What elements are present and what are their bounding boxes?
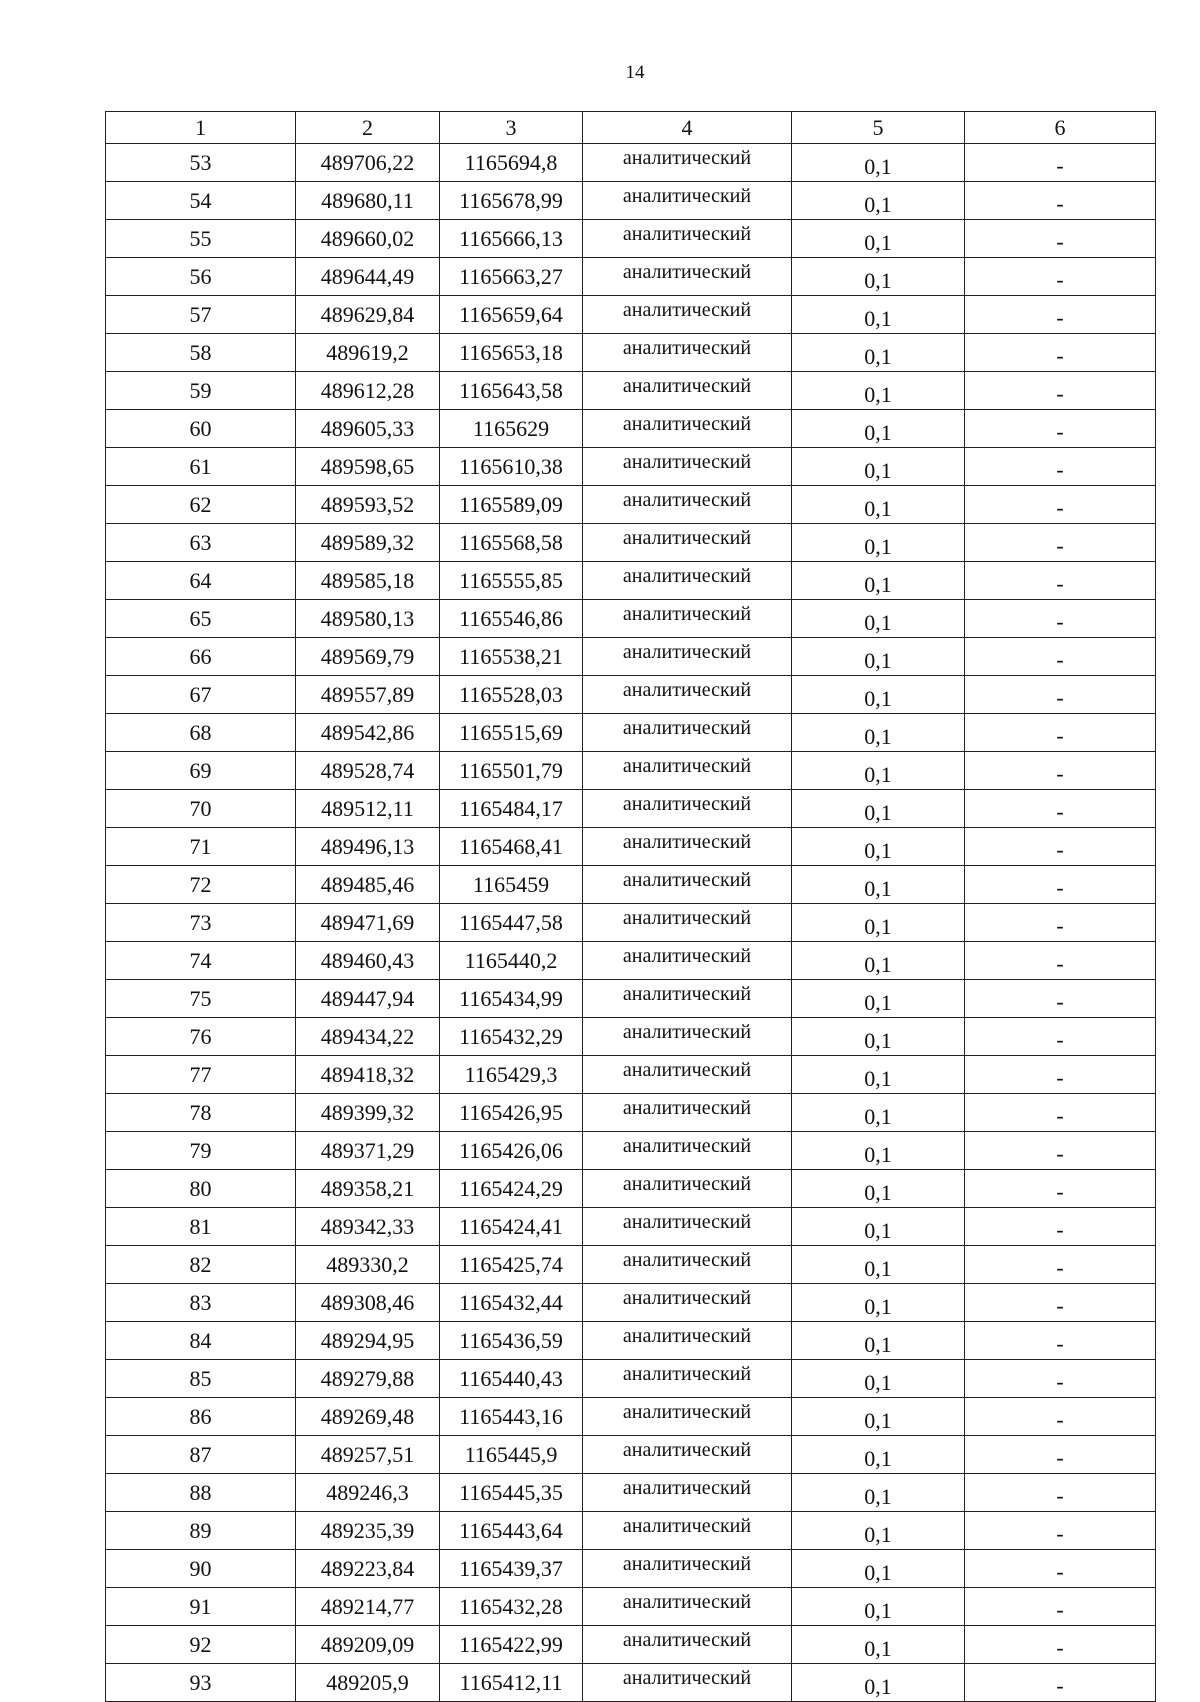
point-number-cell: 72 bbox=[106, 866, 296, 904]
y-coordinate-cell: 1165432,44 bbox=[440, 1284, 583, 1322]
y-coordinate-cell: 1165426,95 bbox=[440, 1094, 583, 1132]
x-coordinate-cell: 489308,46 bbox=[296, 1284, 440, 1322]
method-cell: аналитический bbox=[583, 1284, 792, 1322]
y-coordinate-cell: 1165434,99 bbox=[440, 980, 583, 1018]
y-coordinate-cell: 1165629 bbox=[440, 410, 583, 448]
note-cell: - bbox=[965, 904, 1156, 942]
column-header: 4 bbox=[583, 112, 792, 144]
note-cell: - bbox=[965, 144, 1156, 182]
y-coordinate-cell: 1165663,27 bbox=[440, 258, 583, 296]
note-cell: - bbox=[965, 562, 1156, 600]
table-row bbox=[106, 1398, 1156, 1436]
accuracy-cell: 0,1 bbox=[792, 1588, 965, 1626]
accuracy-cell: 0,1 bbox=[792, 828, 965, 866]
method-cell: аналитический bbox=[583, 1664, 792, 1702]
accuracy-cell: 0,1 bbox=[792, 942, 965, 980]
point-number-cell: 55 bbox=[106, 220, 296, 258]
x-coordinate-cell: 489605,33 bbox=[296, 410, 440, 448]
x-coordinate-cell: 489371,29 bbox=[296, 1132, 440, 1170]
accuracy-cell: 0,1 bbox=[792, 334, 965, 372]
y-coordinate-cell: 1165436,59 bbox=[440, 1322, 583, 1360]
y-coordinate-cell: 1165424,29 bbox=[440, 1170, 583, 1208]
accuracy-cell: 0,1 bbox=[792, 980, 965, 1018]
method-cell: аналитический bbox=[583, 1360, 792, 1398]
point-number-cell: 88 bbox=[106, 1474, 296, 1512]
x-coordinate-cell: 489330,2 bbox=[296, 1246, 440, 1284]
y-coordinate-cell: 1165445,35 bbox=[440, 1474, 583, 1512]
note-cell: - bbox=[965, 1398, 1156, 1436]
point-number-cell: 70 bbox=[106, 790, 296, 828]
note-cell: - bbox=[965, 1550, 1156, 1588]
point-number-cell: 68 bbox=[106, 714, 296, 752]
note-cell: - bbox=[965, 448, 1156, 486]
method-cell: аналитический bbox=[583, 1322, 792, 1360]
point-number-cell: 67 bbox=[106, 676, 296, 714]
note-cell: - bbox=[965, 1018, 1156, 1056]
point-number-cell: 54 bbox=[106, 182, 296, 220]
table-row bbox=[106, 182, 1156, 220]
method-cell: аналитический bbox=[583, 1512, 792, 1550]
y-coordinate-cell: 1165412,11 bbox=[440, 1664, 583, 1702]
y-coordinate-cell: 1165426,06 bbox=[440, 1132, 583, 1170]
table-body bbox=[106, 144, 1156, 1702]
note-cell: - bbox=[965, 1246, 1156, 1284]
point-number-cell: 89 bbox=[106, 1512, 296, 1550]
point-number-cell: 90 bbox=[106, 1550, 296, 1588]
method-cell: аналитический bbox=[583, 600, 792, 638]
x-coordinate-cell: 489434,22 bbox=[296, 1018, 440, 1056]
point-number-cell: 58 bbox=[106, 334, 296, 372]
y-coordinate-cell: 1165440,43 bbox=[440, 1360, 583, 1398]
point-number-cell: 59 bbox=[106, 372, 296, 410]
y-coordinate-cell: 1165484,17 bbox=[440, 790, 583, 828]
table-row bbox=[106, 600, 1156, 638]
x-coordinate-cell: 489460,43 bbox=[296, 942, 440, 980]
method-cell: аналитический bbox=[583, 980, 792, 1018]
table-row bbox=[106, 1588, 1156, 1626]
method-cell: аналитический bbox=[583, 1626, 792, 1664]
y-coordinate-cell: 1165429,3 bbox=[440, 1056, 583, 1094]
y-coordinate-cell: 1165432,28 bbox=[440, 1588, 583, 1626]
x-coordinate-cell: 489358,21 bbox=[296, 1170, 440, 1208]
note-cell: - bbox=[965, 372, 1156, 410]
note-cell: - bbox=[965, 1512, 1156, 1550]
x-coordinate-cell: 489557,89 bbox=[296, 676, 440, 714]
accuracy-cell: 0,1 bbox=[792, 1284, 965, 1322]
table-row bbox=[106, 1322, 1156, 1360]
method-cell: аналитический bbox=[583, 1132, 792, 1170]
method-cell: аналитический bbox=[583, 1588, 792, 1626]
note-cell: - bbox=[965, 866, 1156, 904]
table-row bbox=[106, 828, 1156, 866]
x-coordinate-cell: 489706,22 bbox=[296, 144, 440, 182]
method-cell: аналитический bbox=[583, 372, 792, 410]
table-row bbox=[106, 486, 1156, 524]
x-coordinate-cell: 489528,74 bbox=[296, 752, 440, 790]
table-row bbox=[106, 1512, 1156, 1550]
y-coordinate-cell: 1165659,64 bbox=[440, 296, 583, 334]
y-coordinate-cell: 1165432,29 bbox=[440, 1018, 583, 1056]
table-row bbox=[106, 334, 1156, 372]
x-coordinate-cell: 489471,69 bbox=[296, 904, 440, 942]
point-number-cell: 91 bbox=[106, 1588, 296, 1626]
accuracy-cell: 0,1 bbox=[792, 486, 965, 524]
note-cell: - bbox=[965, 676, 1156, 714]
point-number-cell: 76 bbox=[106, 1018, 296, 1056]
table-row bbox=[106, 1056, 1156, 1094]
accuracy-cell: 0,1 bbox=[792, 410, 965, 448]
method-cell: аналитический bbox=[583, 752, 792, 790]
point-number-cell: 84 bbox=[106, 1322, 296, 1360]
x-coordinate-cell: 489612,28 bbox=[296, 372, 440, 410]
accuracy-cell: 0,1 bbox=[792, 1246, 965, 1284]
x-coordinate-cell: 489214,77 bbox=[296, 1588, 440, 1626]
method-cell: аналитический bbox=[583, 448, 792, 486]
x-coordinate-cell: 489209,09 bbox=[296, 1626, 440, 1664]
method-cell: аналитический bbox=[583, 1208, 792, 1246]
point-number-cell: 93 bbox=[106, 1664, 296, 1702]
accuracy-cell: 0,1 bbox=[792, 866, 965, 904]
note-cell: - bbox=[965, 638, 1156, 676]
point-number-cell: 64 bbox=[106, 562, 296, 600]
method-cell: аналитический bbox=[583, 182, 792, 220]
x-coordinate-cell: 489496,13 bbox=[296, 828, 440, 866]
table-row bbox=[106, 1626, 1156, 1664]
x-coordinate-cell: 489585,18 bbox=[296, 562, 440, 600]
note-cell: - bbox=[965, 1664, 1156, 1702]
accuracy-cell: 0,1 bbox=[792, 1474, 965, 1512]
method-cell: аналитический bbox=[583, 486, 792, 524]
note-cell: - bbox=[965, 1208, 1156, 1246]
table-row bbox=[106, 220, 1156, 258]
y-coordinate-cell: 1165694,8 bbox=[440, 144, 583, 182]
y-coordinate-cell: 1165468,41 bbox=[440, 828, 583, 866]
note-cell: - bbox=[965, 334, 1156, 372]
x-coordinate-cell: 489269,48 bbox=[296, 1398, 440, 1436]
note-cell: - bbox=[965, 1094, 1156, 1132]
y-coordinate-cell: 1165653,18 bbox=[440, 334, 583, 372]
method-cell: аналитический bbox=[583, 1246, 792, 1284]
y-coordinate-cell: 1165678,99 bbox=[440, 182, 583, 220]
note-cell: - bbox=[965, 296, 1156, 334]
method-cell: аналитический bbox=[583, 638, 792, 676]
note-cell: - bbox=[965, 1132, 1156, 1170]
method-cell: аналитический bbox=[583, 866, 792, 904]
method-cell: аналитический bbox=[583, 1550, 792, 1588]
point-number-cell: 61 bbox=[106, 448, 296, 486]
accuracy-cell: 0,1 bbox=[792, 1550, 965, 1588]
x-coordinate-cell: 489205,9 bbox=[296, 1664, 440, 1702]
page-number: 14 bbox=[625, 62, 645, 83]
method-cell: аналитический bbox=[583, 828, 792, 866]
accuracy-cell: 0,1 bbox=[792, 296, 965, 334]
accuracy-cell: 0,1 bbox=[792, 1398, 965, 1436]
method-cell: аналитический bbox=[583, 1436, 792, 1474]
note-cell: - bbox=[965, 524, 1156, 562]
point-number-cell: 79 bbox=[106, 1132, 296, 1170]
y-coordinate-cell: 1165515,69 bbox=[440, 714, 583, 752]
accuracy-cell: 0,1 bbox=[792, 562, 965, 600]
accuracy-cell: 0,1 bbox=[792, 904, 965, 942]
x-coordinate-cell: 489485,46 bbox=[296, 866, 440, 904]
note-cell: - bbox=[965, 220, 1156, 258]
note-cell: - bbox=[965, 600, 1156, 638]
method-cell: аналитический bbox=[583, 296, 792, 334]
method-cell: аналитический bbox=[583, 410, 792, 448]
point-number-cell: 92 bbox=[106, 1626, 296, 1664]
column-header: 3 bbox=[440, 112, 583, 144]
method-cell: аналитический bbox=[583, 676, 792, 714]
table-row bbox=[106, 1094, 1156, 1132]
note-cell: - bbox=[965, 1056, 1156, 1094]
accuracy-cell: 0,1 bbox=[792, 448, 965, 486]
point-number-cell: 85 bbox=[106, 1360, 296, 1398]
point-number-cell: 62 bbox=[106, 486, 296, 524]
accuracy-cell: 0,1 bbox=[792, 1360, 965, 1398]
point-number-cell: 57 bbox=[106, 296, 296, 334]
accuracy-cell: 0,1 bbox=[792, 1322, 965, 1360]
table-row bbox=[106, 1360, 1156, 1398]
y-coordinate-cell: 1165447,58 bbox=[440, 904, 583, 942]
table-row bbox=[106, 1550, 1156, 1588]
table-row bbox=[106, 904, 1156, 942]
method-cell: аналитический bbox=[583, 1018, 792, 1056]
y-coordinate-cell: 1165422,99 bbox=[440, 1626, 583, 1664]
x-coordinate-cell: 489279,88 bbox=[296, 1360, 440, 1398]
table-row bbox=[106, 714, 1156, 752]
point-number-cell: 81 bbox=[106, 1208, 296, 1246]
accuracy-cell: 0,1 bbox=[792, 144, 965, 182]
point-number-cell: 82 bbox=[106, 1246, 296, 1284]
method-cell: аналитический bbox=[583, 1170, 792, 1208]
accuracy-cell: 0,1 bbox=[792, 1436, 965, 1474]
point-number-cell: 86 bbox=[106, 1398, 296, 1436]
point-number-cell: 83 bbox=[106, 1284, 296, 1322]
method-cell: аналитический bbox=[583, 904, 792, 942]
x-coordinate-cell: 489399,32 bbox=[296, 1094, 440, 1132]
x-coordinate-cell: 489257,51 bbox=[296, 1436, 440, 1474]
point-number-cell: 60 bbox=[106, 410, 296, 448]
method-cell: аналитический bbox=[583, 220, 792, 258]
y-coordinate-cell: 1165538,21 bbox=[440, 638, 583, 676]
y-coordinate-cell: 1165443,16 bbox=[440, 1398, 583, 1436]
x-coordinate-cell: 489246,3 bbox=[296, 1474, 440, 1512]
point-number-cell: 80 bbox=[106, 1170, 296, 1208]
y-coordinate-cell: 1165443,64 bbox=[440, 1512, 583, 1550]
header-row bbox=[106, 112, 1156, 144]
point-number-cell: 53 bbox=[106, 144, 296, 182]
x-coordinate-cell: 489580,13 bbox=[296, 600, 440, 638]
table-row bbox=[106, 1474, 1156, 1512]
x-coordinate-cell: 489235,39 bbox=[296, 1512, 440, 1550]
accuracy-cell: 0,1 bbox=[792, 1208, 965, 1246]
table-row bbox=[106, 410, 1156, 448]
point-number-cell: 66 bbox=[106, 638, 296, 676]
table-row bbox=[106, 866, 1156, 904]
y-coordinate-cell: 1165610,38 bbox=[440, 448, 583, 486]
x-coordinate-cell: 489342,33 bbox=[296, 1208, 440, 1246]
x-coordinate-cell: 489542,86 bbox=[296, 714, 440, 752]
table-row bbox=[106, 980, 1156, 1018]
method-cell: аналитический bbox=[583, 1094, 792, 1132]
accuracy-cell: 0,1 bbox=[792, 1056, 965, 1094]
table-row bbox=[106, 296, 1156, 334]
table-row bbox=[106, 1664, 1156, 1702]
method-cell: аналитический bbox=[583, 790, 792, 828]
y-coordinate-cell: 1165528,03 bbox=[440, 676, 583, 714]
y-coordinate-cell: 1165425,74 bbox=[440, 1246, 583, 1284]
note-cell: - bbox=[965, 1588, 1156, 1626]
x-coordinate-cell: 489619,2 bbox=[296, 334, 440, 372]
x-coordinate-cell: 489660,02 bbox=[296, 220, 440, 258]
x-coordinate-cell: 489447,94 bbox=[296, 980, 440, 1018]
x-coordinate-cell: 489598,65 bbox=[296, 448, 440, 486]
x-coordinate-cell: 489644,49 bbox=[296, 258, 440, 296]
note-cell: - bbox=[965, 980, 1156, 1018]
table-row bbox=[106, 1284, 1156, 1322]
note-cell: - bbox=[965, 1170, 1156, 1208]
point-number-cell: 65 bbox=[106, 600, 296, 638]
note-cell: - bbox=[965, 714, 1156, 752]
y-coordinate-cell: 1165589,09 bbox=[440, 486, 583, 524]
table-row bbox=[106, 676, 1156, 714]
note-cell: - bbox=[965, 752, 1156, 790]
accuracy-cell: 0,1 bbox=[792, 220, 965, 258]
method-cell: аналитический bbox=[583, 144, 792, 182]
column-header: 1 bbox=[106, 112, 296, 144]
x-coordinate-cell: 489418,32 bbox=[296, 1056, 440, 1094]
method-cell: аналитический bbox=[583, 334, 792, 372]
table-row bbox=[106, 524, 1156, 562]
table-row bbox=[106, 258, 1156, 296]
accuracy-cell: 0,1 bbox=[792, 1170, 965, 1208]
note-cell: - bbox=[965, 942, 1156, 980]
table-row bbox=[106, 1170, 1156, 1208]
table-row bbox=[106, 448, 1156, 486]
y-coordinate-cell: 1165459 bbox=[440, 866, 583, 904]
accuracy-cell: 0,1 bbox=[792, 790, 965, 828]
x-coordinate-cell: 489294,95 bbox=[296, 1322, 440, 1360]
note-cell: - bbox=[965, 486, 1156, 524]
x-coordinate-cell: 489223,84 bbox=[296, 1550, 440, 1588]
accuracy-cell: 0,1 bbox=[792, 752, 965, 790]
note-cell: - bbox=[965, 790, 1156, 828]
method-cell: аналитический bbox=[583, 942, 792, 980]
x-coordinate-cell: 489629,84 bbox=[296, 296, 440, 334]
note-cell: - bbox=[965, 1436, 1156, 1474]
y-coordinate-cell: 1165666,13 bbox=[440, 220, 583, 258]
accuracy-cell: 0,1 bbox=[792, 1018, 965, 1056]
column-header: 5 bbox=[792, 112, 965, 144]
note-cell: - bbox=[965, 182, 1156, 220]
note-cell: - bbox=[965, 828, 1156, 866]
table-row bbox=[106, 372, 1156, 410]
table-row bbox=[106, 790, 1156, 828]
x-coordinate-cell: 489589,32 bbox=[296, 524, 440, 562]
accuracy-cell: 0,1 bbox=[792, 1094, 965, 1132]
method-cell: аналитический bbox=[583, 714, 792, 752]
point-number-cell: 71 bbox=[106, 828, 296, 866]
column-header: 6 bbox=[965, 112, 1156, 144]
method-cell: аналитический bbox=[583, 258, 792, 296]
table-row bbox=[106, 1208, 1156, 1246]
accuracy-cell: 0,1 bbox=[792, 600, 965, 638]
accuracy-cell: 0,1 bbox=[792, 182, 965, 220]
point-number-cell: 77 bbox=[106, 1056, 296, 1094]
accuracy-cell: 0,1 bbox=[792, 258, 965, 296]
accuracy-cell: 0,1 bbox=[792, 524, 965, 562]
point-number-cell: 87 bbox=[106, 1436, 296, 1474]
y-coordinate-cell: 1165568,58 bbox=[440, 524, 583, 562]
method-cell: аналитический bbox=[583, 562, 792, 600]
table-row bbox=[106, 1246, 1156, 1284]
accuracy-cell: 0,1 bbox=[792, 638, 965, 676]
accuracy-cell: 0,1 bbox=[792, 1512, 965, 1550]
y-coordinate-cell: 1165546,86 bbox=[440, 600, 583, 638]
point-number-cell: 69 bbox=[106, 752, 296, 790]
method-cell: аналитический bbox=[583, 1474, 792, 1512]
point-number-cell: 73 bbox=[106, 904, 296, 942]
accuracy-cell: 0,1 bbox=[792, 372, 965, 410]
y-coordinate-cell: 1165555,85 bbox=[440, 562, 583, 600]
method-cell: аналитический bbox=[583, 1398, 792, 1436]
note-cell: - bbox=[965, 258, 1156, 296]
column-header: 2 bbox=[296, 112, 440, 144]
x-coordinate-cell: 489593,52 bbox=[296, 486, 440, 524]
accuracy-cell: 0,1 bbox=[792, 676, 965, 714]
point-number-cell: 75 bbox=[106, 980, 296, 1018]
table-row bbox=[106, 1132, 1156, 1170]
accuracy-cell: 0,1 bbox=[792, 1626, 965, 1664]
table-row bbox=[106, 638, 1156, 676]
point-number-cell: 74 bbox=[106, 942, 296, 980]
method-cell: аналитический bbox=[583, 524, 792, 562]
y-coordinate-cell: 1165445,9 bbox=[440, 1436, 583, 1474]
y-coordinate-cell: 1165440,2 bbox=[440, 942, 583, 980]
note-cell: - bbox=[965, 1626, 1156, 1664]
table-row bbox=[106, 562, 1156, 600]
y-coordinate-cell: 1165424,41 bbox=[440, 1208, 583, 1246]
point-number-cell: 78 bbox=[106, 1094, 296, 1132]
y-coordinate-cell: 1165643,58 bbox=[440, 372, 583, 410]
coordinates-table bbox=[105, 111, 1156, 1702]
note-cell: - bbox=[965, 1360, 1156, 1398]
point-number-cell: 56 bbox=[106, 258, 296, 296]
table-row bbox=[106, 1436, 1156, 1474]
table-row bbox=[106, 144, 1156, 182]
note-cell: - bbox=[965, 1474, 1156, 1512]
accuracy-cell: 0,1 bbox=[792, 1132, 965, 1170]
note-cell: - bbox=[965, 1284, 1156, 1322]
note-cell: - bbox=[965, 1322, 1156, 1360]
x-coordinate-cell: 489569,79 bbox=[296, 638, 440, 676]
table-row bbox=[106, 942, 1156, 980]
table-row bbox=[106, 752, 1156, 790]
point-number-cell: 63 bbox=[106, 524, 296, 562]
note-cell: - bbox=[965, 410, 1156, 448]
x-coordinate-cell: 489512,11 bbox=[296, 790, 440, 828]
y-coordinate-cell: 1165501,79 bbox=[440, 752, 583, 790]
x-coordinate-cell: 489680,11 bbox=[296, 182, 440, 220]
table-row bbox=[106, 1018, 1156, 1056]
accuracy-cell: 0,1 bbox=[792, 714, 965, 752]
y-coordinate-cell: 1165439,37 bbox=[440, 1550, 583, 1588]
method-cell: аналитический bbox=[583, 1056, 792, 1094]
accuracy-cell: 0,1 bbox=[792, 1664, 965, 1702]
